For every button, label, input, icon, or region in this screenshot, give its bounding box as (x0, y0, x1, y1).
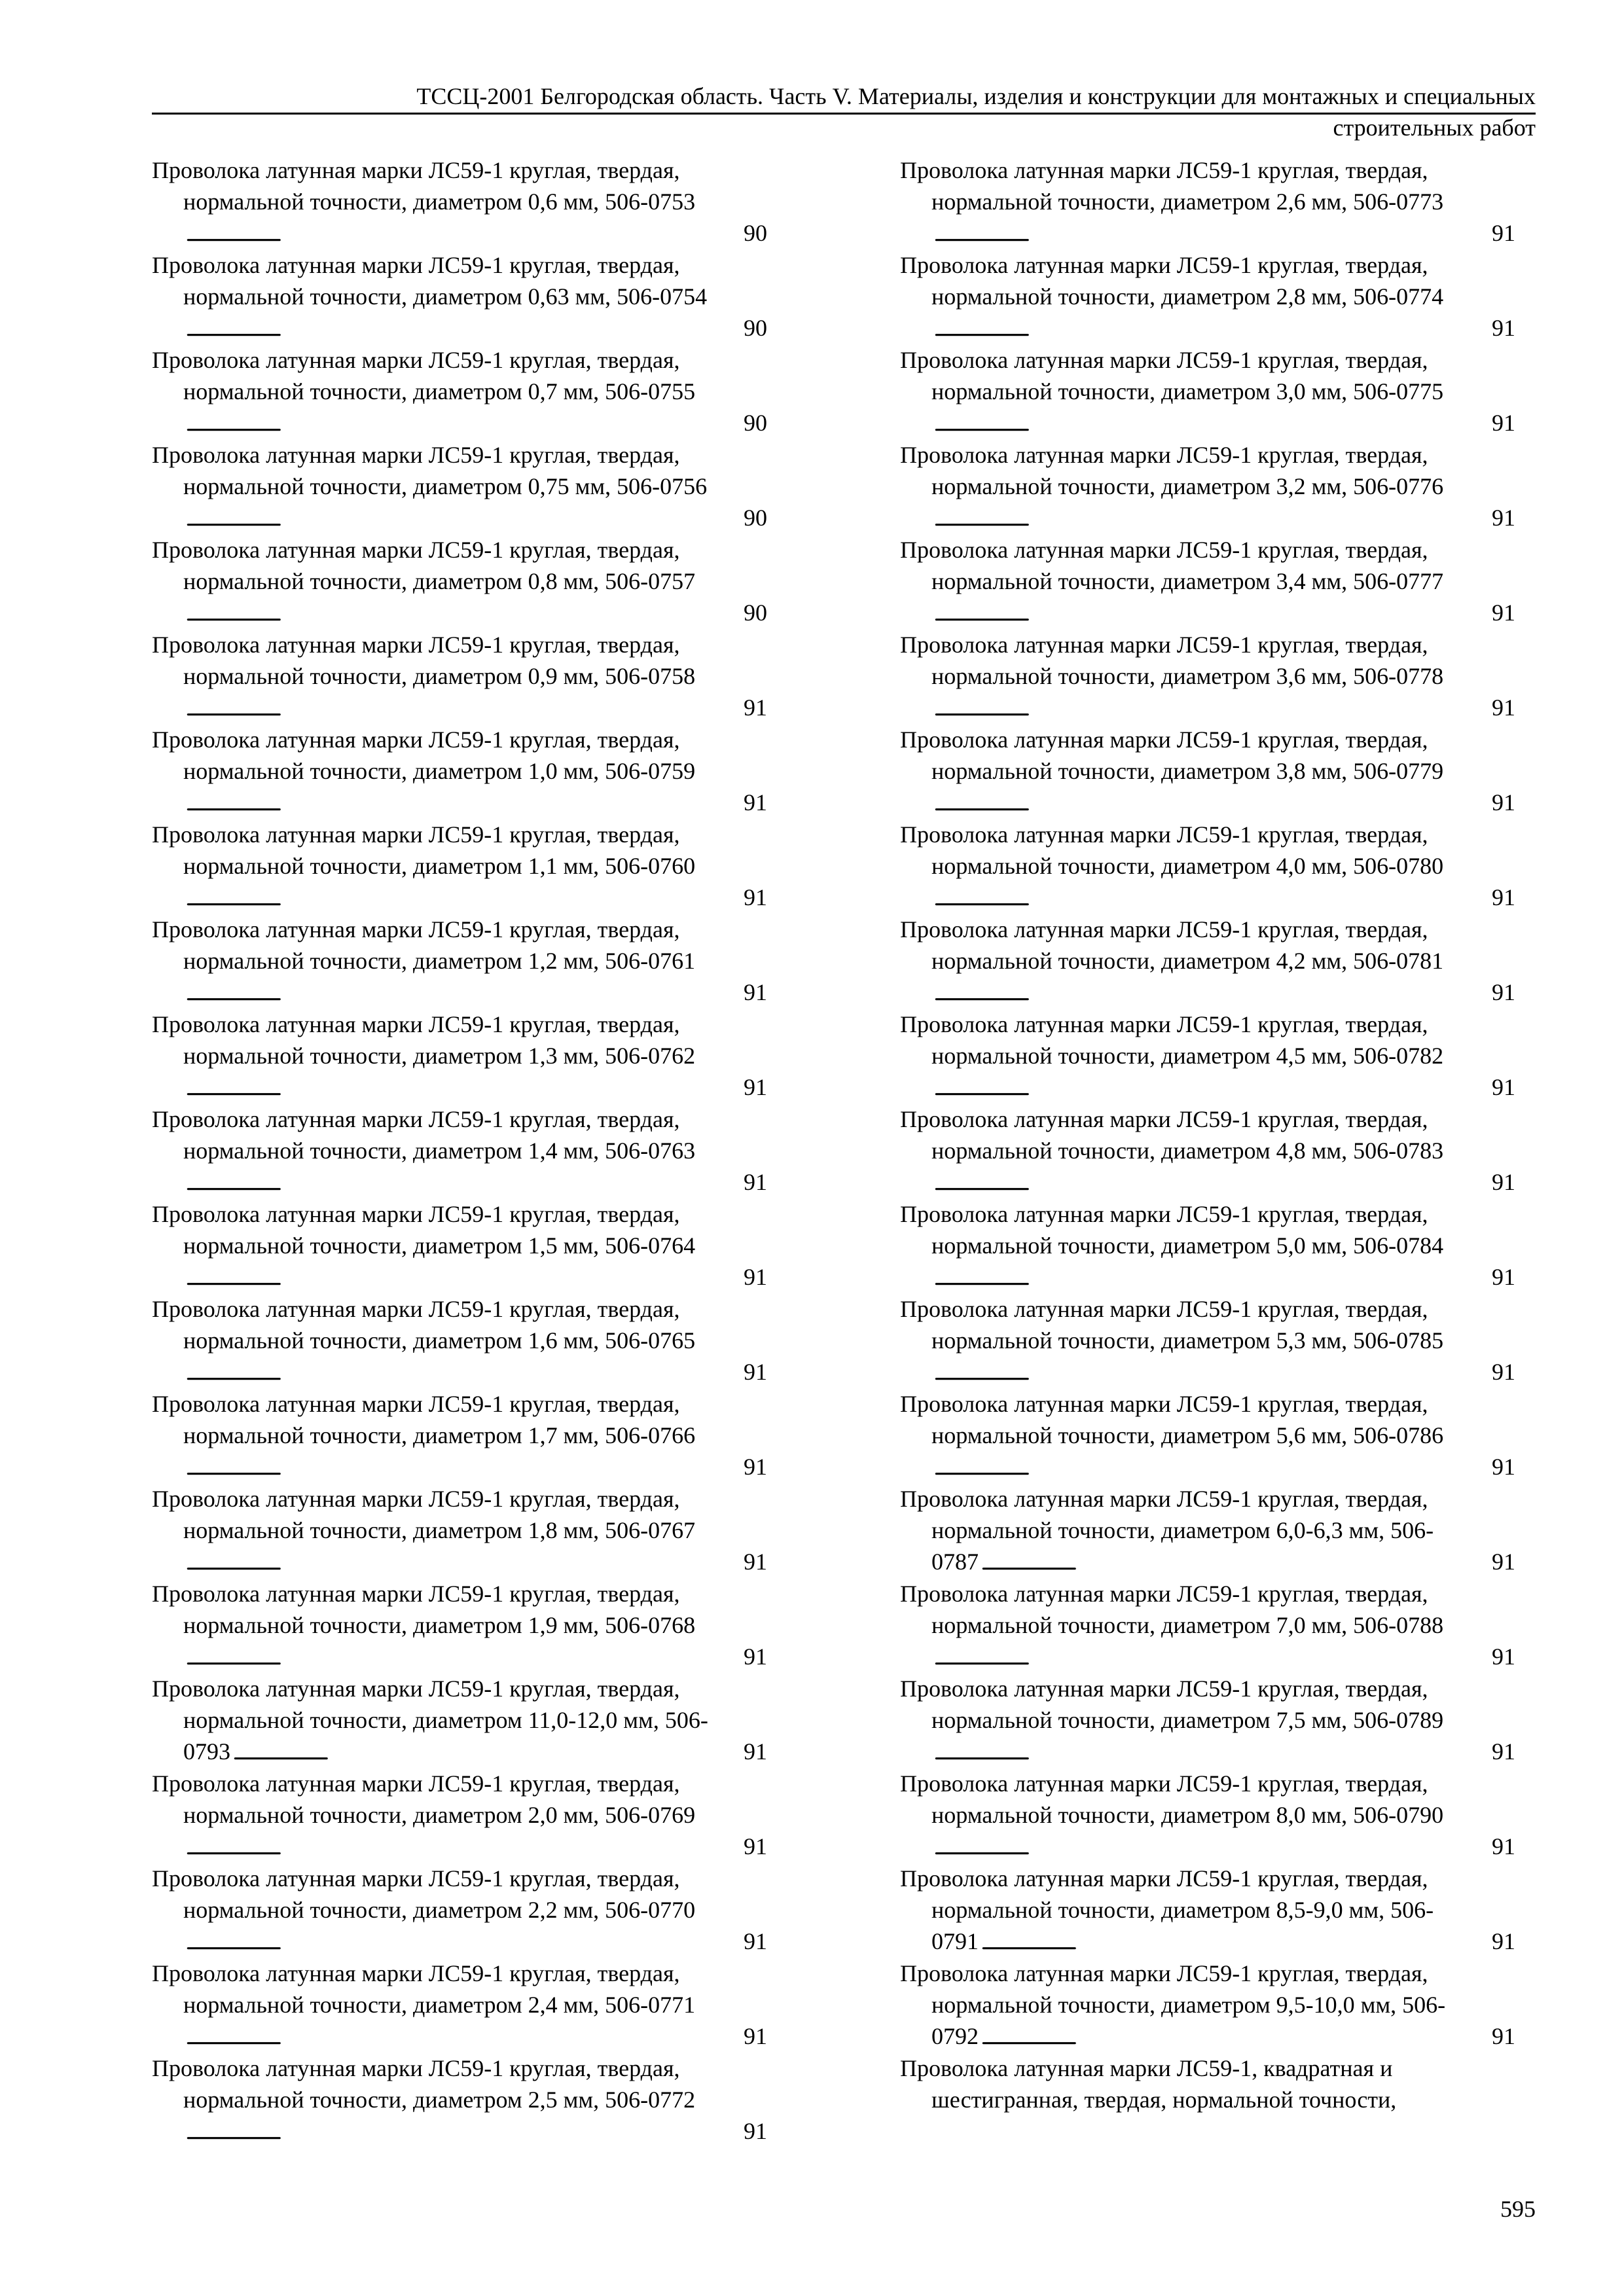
entry-leader-line (152, 312, 767, 346)
page-number: 595 (1500, 2196, 1536, 2222)
entry-detail-line: нормальной точности, диаметром 2,5 мм, 506-0772 (183, 2087, 696, 2113)
entry-page-ref: 90 (744, 220, 767, 246)
index-entry (900, 1958, 1515, 2053)
dot-leader (934, 502, 1489, 536)
entry-detail-line: нормальной точности, диаметром 4,0 мм, 506-0780 (931, 853, 1444, 879)
entry-title-line: Проволока латунная марки ЛС59-1 круглая, твердая, (152, 347, 680, 373)
entry-title-line: Проволока латунная марки ЛС59-1 круглая, твердая, (152, 1960, 680, 1986)
dot-leader (934, 312, 1489, 346)
entry-leader-line (152, 1451, 767, 1485)
entry-detail-line: нормальной точности, диаметром 0,75 мм, 506-0756 (183, 473, 708, 499)
entry-detail-line: нормальной точности, диаметром 4,8 мм, 506-0783 (931, 1138, 1444, 1164)
entry-title-line: Проволока латунная марки ЛС59-1 круглая, твердая, (900, 157, 1428, 183)
entry-page-ref: 91 (744, 1738, 767, 1765)
entry-leader-line (900, 1736, 1515, 1770)
entry-title-line: Проволока латунная марки ЛС59-1 круглая, твердая, (900, 1011, 1428, 1037)
dot-leader (934, 787, 1489, 821)
index-entry (152, 1198, 767, 1293)
entry-page-ref: 91 (1492, 1359, 1515, 1385)
entry-leader-line (900, 1451, 1515, 1485)
dot-leader (186, 882, 741, 916)
entry-leader-line (900, 1641, 1515, 1675)
dot-leader (934, 1641, 1489, 1675)
entry-detail-line: нормальной точности, диаметром 1,7 мм, 506-0766 (183, 1422, 696, 1448)
running-header (152, 82, 1536, 115)
dot-leader (186, 597, 741, 631)
entry-code-continuation: 0787 (931, 1549, 979, 1575)
entry-leader-line (152, 502, 767, 536)
entry-page-ref: 91 (744, 2023, 767, 2049)
dot-leader (233, 1736, 741, 1770)
entry-title-line: Проволока латунная марки ЛС59-1 круглая, твердая, (900, 252, 1428, 278)
entry-title-line: Проволока латунная марки ЛС59-1 круглая, твердая, (900, 347, 1428, 373)
index-entry (900, 534, 1515, 629)
entry-title-line: Проволока латунная марки ЛС59-1 круглая, твердая, (152, 1581, 680, 1607)
entry-leader-line (152, 1166, 767, 1200)
entry-title-line: Проволока латунная марки ЛС59-1 круглая, твердая, (152, 821, 680, 848)
index-entry (900, 914, 1515, 1009)
entry-leader-line (900, 312, 1515, 346)
entry-title-line: Проволока латунная марки ЛС59-1 круглая, твердая, (900, 1581, 1428, 1607)
entry-page-ref: 91 (1492, 1928, 1515, 1954)
entry-page-ref: 90 (744, 410, 767, 436)
index-entry (152, 1483, 767, 1578)
entry-detail-line: нормальной точности, диаметром 2,0 мм, 506-0769 (183, 1802, 696, 1828)
entry-leader-line (152, 1736, 767, 1770)
dot-leader (186, 2020, 741, 2054)
entry-leader-line (900, 217, 1515, 251)
entry-page-ref: 91 (744, 1833, 767, 1859)
dot-leader (934, 1261, 1489, 1295)
dot-leader (934, 1356, 1489, 1390)
entry-page-ref: 91 (1492, 1264, 1515, 1290)
entry-detail-line: нормальной точности, диаметром 0,6 мм, 506-0753 (183, 188, 696, 215)
entry-detail-line: нормальной точности, диаметром 3,0 мм, 506-0775 (931, 378, 1444, 404)
entry-detail-line: нормальной точности, диаметром 7,5 мм, 506-0789 (931, 1707, 1444, 1733)
entry-page-ref: 91 (1492, 694, 1515, 721)
dot-leader (186, 1261, 741, 1295)
entry-page-ref: 91 (744, 1169, 767, 1195)
index-entry (152, 2053, 767, 2147)
index-entry (900, 1578, 1515, 1673)
entry-page-ref: 91 (744, 884, 767, 910)
dot-leader (934, 692, 1489, 726)
entry-detail-line: нормальной точности, диаметром 5,0 мм, 506-0784 (931, 1232, 1444, 1259)
entry-title-line: Проволока латунная марки ЛС59-1 круглая, твердая, (152, 632, 680, 658)
dot-leader (934, 217, 1489, 251)
entry-page-ref: 91 (744, 1264, 767, 1290)
entry-leader-line (152, 1356, 767, 1390)
entry-leader-line (152, 1071, 767, 1105)
entry-code-continuation: 0791 (931, 1928, 979, 1954)
entry-page-ref: 91 (1492, 315, 1515, 341)
entry-detail-line: нормальной точности, диаметром 4,5 мм, 506-0782 (931, 1043, 1444, 1069)
index-entry-continued (900, 2053, 1515, 2147)
entry-title-line: Проволока латунная марки ЛС59-1 круглая, твердая, (152, 252, 680, 278)
entry-title-line: Проволока латунная марки ЛС59-1 круглая, твердая, (152, 157, 680, 183)
index-entry (152, 629, 767, 724)
entry-leader-line (152, 1926, 767, 1960)
index-entry (900, 1863, 1515, 1958)
entry-page-ref: 91 (744, 1359, 767, 1385)
dot-leader (186, 692, 741, 726)
entry-page-ref: 90 (744, 600, 767, 626)
index-entry (152, 1103, 767, 1198)
dot-leader (934, 407, 1489, 441)
index-entry (152, 1388, 767, 1483)
dot-leader (186, 1831, 741, 1865)
dot-leader (186, 407, 741, 441)
entry-title-line: Проволока латунная марки ЛС59-1 круглая, твердая, (900, 1201, 1428, 1227)
dot-leader (934, 1831, 1489, 1865)
entry-title-line: Проволока латунная марки ЛС59-1 круглая, твердая, (152, 2055, 680, 2081)
entry-title-line: Проволока латунная марки ЛС59-1 круглая, твердая, (152, 1865, 680, 1892)
entry-leader-line (900, 882, 1515, 916)
index-entry (152, 439, 767, 534)
entry-title-line: Проволока латунная марки ЛС59-1 круглая, твердая, (152, 916, 680, 942)
entry-detail-line: нормальной точности, диаметром 9,5-10,0 мм, 506- (931, 1992, 1446, 2018)
index-entry (900, 1293, 1515, 1388)
entry-leader-line (900, 1166, 1515, 1200)
entry-title-line: Проволока латунная марки ЛС59-1 круглая, твердая, (152, 726, 680, 753)
entry-leader-line (152, 1546, 767, 1580)
entry-leader-line (900, 1831, 1515, 1865)
entry-leader-line (152, 977, 767, 1011)
entry-page-ref: 91 (744, 789, 767, 816)
entry-detail-line: нормальной точности, диаметром 1,3 мм, 506-0762 (183, 1043, 696, 1069)
index-entry (900, 629, 1515, 724)
entry-title-line: Проволока латунная марки ЛС59-1 круглая, твердая, (152, 1011, 680, 1037)
entry-detail-line: шестигранная, твердая, нормальной точности, (931, 2087, 1397, 2113)
index-entry (900, 1009, 1515, 1103)
dot-leader (186, 1641, 741, 1675)
entry-page-ref: 91 (744, 694, 767, 721)
entry-title-line: Проволока латунная марки ЛС59-1 круглая, твердая, (900, 1486, 1428, 1512)
index-entry (152, 534, 767, 629)
dot-leader (981, 1546, 1489, 1580)
entry-detail-line: нормальной точности, диаметром 8,0 мм, 506-0790 (931, 1802, 1444, 1828)
index-entry (152, 154, 767, 249)
index-entry (900, 1388, 1515, 1483)
dot-leader (934, 597, 1489, 631)
entry-leader-line (900, 1071, 1515, 1105)
dot-leader (186, 1071, 741, 1105)
entry-leader-line (152, 787, 767, 821)
entry-leader-line (900, 502, 1515, 536)
entry-detail-line: нормальной точности, диаметром 1,9 мм, 506-0768 (183, 1612, 696, 1638)
entry-title-line: Проволока латунная марки ЛС59-1 круглая, твердая, (900, 1391, 1428, 1417)
index-entry (152, 724, 767, 819)
index-entry (152, 344, 767, 439)
entry-leader-line (152, 1831, 767, 1865)
dot-leader (186, 1546, 741, 1580)
entry-page-ref: 91 (1492, 1833, 1515, 1859)
entry-detail-line: нормальной точности, диаметром 3,2 мм, 506-0776 (931, 473, 1444, 499)
entry-detail-line: нормальной точности, диаметром 1,6 мм, 506-0765 (183, 1327, 696, 1354)
entry-title-line: Проволока латунная марки ЛС59-1 круглая, твердая, (152, 1201, 680, 1227)
entry-leader-line (152, 2020, 767, 2054)
entry-page-ref: 90 (744, 315, 767, 341)
entry-detail-line: нормальной точности, диаметром 5,3 мм, 506-0785 (931, 1327, 1444, 1354)
dot-leader (186, 1451, 741, 1485)
entry-title-line: Проволока латунная марки ЛС59-1 круглая, твердая, (900, 1296, 1428, 1322)
dot-leader (981, 1926, 1489, 1960)
index-entry (152, 819, 767, 914)
entry-title-line: Проволока латунная марки ЛС59-1 круглая, твердая, (152, 537, 680, 563)
entry-code-continuation: 0792 (931, 2023, 979, 2049)
entry-detail-line: нормальной точности, диаметром 1,4 мм, 506-0763 (183, 1138, 696, 1164)
entry-title-line: Проволока латунная марки ЛС59-1 круглая, твердая, (900, 821, 1428, 848)
entry-title-line: Проволока латунная марки ЛС59-1 круглая, твердая, (900, 1770, 1428, 1797)
entry-detail-line: нормальной точности, диаметром 1,0 мм, 506-0759 (183, 758, 696, 784)
index-entry (152, 249, 767, 344)
index-entry (900, 1483, 1515, 1578)
entry-detail-line: нормальной точности, диаметром 0,8 мм, 506-0757 (183, 568, 696, 594)
entry-leader-line (900, 1261, 1515, 1295)
entry-page-ref: 91 (1492, 979, 1515, 1005)
entry-leader-line (152, 407, 767, 441)
entry-page-ref: 91 (1492, 789, 1515, 816)
dot-leader (981, 2020, 1489, 2054)
entry-detail-line: нормальной точности, диаметром 1,1 мм, 506-0760 (183, 853, 696, 879)
header-subtitle: строительных работ (1333, 115, 1536, 141)
entry-page-ref: 91 (744, 1643, 767, 1670)
entry-title-line: Проволока латунная марки ЛС59-1 круглая, твердая, (900, 442, 1428, 468)
index-column-right (900, 154, 1515, 2147)
entry-leader-line (900, 977, 1515, 1011)
entry-detail-line: нормальной точности, диаметром 2,6 мм, 506-0773 (931, 188, 1444, 215)
index-entry (152, 914, 767, 1009)
entry-detail-line: нормальной точности, диаметром 3,6 мм, 506-0778 (931, 663, 1444, 689)
entry-code-continuation: 0793 (183, 1738, 230, 1765)
entry-page-ref: 91 (744, 1074, 767, 1100)
entry-detail-line: нормальной точности, диаметром 2,2 мм, 506-0770 (183, 1897, 696, 1923)
dot-leader (934, 1451, 1489, 1485)
dot-leader (186, 1926, 741, 1960)
entry-page-ref: 91 (744, 1549, 767, 1575)
entry-leader-line (152, 882, 767, 916)
entry-detail-line: нормальной точности, диаметром 3,8 мм, 506-0779 (931, 758, 1444, 784)
entry-detail-line: нормальной точности, диаметром 1,8 мм, 506-0767 (183, 1517, 696, 1543)
entry-title-line: Проволока латунная марки ЛС59-1, квадратная и (900, 2055, 1393, 2081)
entry-page-ref: 91 (1492, 220, 1515, 246)
index-entry (900, 1768, 1515, 1863)
entry-detail-line: нормальной точности, диаметром 1,5 мм, 506-0764 (183, 1232, 696, 1259)
dot-leader (186, 1166, 741, 1200)
index-entry (152, 1768, 767, 1863)
entry-title-line: Проволока латунная марки ЛС59-1 круглая, твердая, (152, 1676, 680, 1702)
entry-leader-line (152, 597, 767, 631)
index-entry (900, 819, 1515, 914)
entry-title-line: Проволока латунная марки ЛС59-1 круглая, твердая, (900, 1676, 1428, 1702)
entry-page-ref: 91 (1492, 1454, 1515, 1480)
entry-page-ref: 91 (1492, 1074, 1515, 1100)
entry-title-line: Проволока латунная марки ЛС59-1 круглая, твердая, (152, 1486, 680, 1512)
entry-detail-line: нормальной точности, диаметром 2,8 мм, 506-0774 (931, 283, 1444, 310)
entry-leader-line (900, 1546, 1515, 1580)
entry-title-line: Проволока латунная марки ЛС59-1 круглая, твердая, (900, 537, 1428, 563)
entry-page-ref: 91 (744, 2118, 767, 2144)
entry-page-ref: 91 (744, 1454, 767, 1480)
dot-leader (186, 787, 741, 821)
entry-leader-line (900, 692, 1515, 726)
index-entry (152, 1863, 767, 1958)
dot-leader (934, 1071, 1489, 1105)
entry-leader-line (152, 2115, 767, 2149)
entry-leader-line (900, 597, 1515, 631)
entry-page-ref: 90 (744, 505, 767, 531)
index-column-left (152, 154, 767, 2147)
entry-title-line: Проволока латунная марки ЛС59-1 круглая, твердая, (900, 916, 1428, 942)
entry-leader-line (152, 1261, 767, 1295)
entry-page-ref: 91 (1492, 1549, 1515, 1575)
dot-leader (934, 1166, 1489, 1200)
entry-detail-line: нормальной точности, диаметром 8,5-9,0 мм, 506- (931, 1897, 1434, 1923)
entry-page-ref: 91 (1492, 2023, 1515, 2049)
entry-leader-line (152, 217, 767, 251)
dot-leader (186, 312, 741, 346)
entry-title-line: Проволока латунная марки ЛС59-1 круглая, твердая, (900, 726, 1428, 753)
index-entry (152, 1578, 767, 1673)
dot-leader (934, 977, 1489, 1011)
index-entry (152, 1673, 767, 1768)
entry-page-ref: 91 (1492, 1738, 1515, 1765)
dot-leader (934, 1736, 1489, 1770)
entry-title-line: Проволока латунная марки ЛС59-1 круглая, твердая, (152, 1106, 680, 1132)
entry-detail-line: нормальной точности, диаметром 0,9 мм, 506-0758 (183, 663, 696, 689)
entry-title-line: Проволока латунная марки ЛС59-1 круглая, твердая, (900, 1960, 1428, 1986)
entry-leader-line (900, 1356, 1515, 1390)
entry-leader-line (900, 2020, 1515, 2054)
entry-title-line: Проволока латунная марки ЛС59-1 круглая, твердая, (152, 1770, 680, 1797)
entry-detail-line: нормальной точности, диаметром 7,0 мм, 506-0788 (931, 1612, 1444, 1638)
entry-leader-line (152, 1641, 767, 1675)
entry-detail-line: нормальной точности, диаметром 4,2 мм, 506-0781 (931, 948, 1444, 974)
index-entry (900, 724, 1515, 819)
entry-title-line: Проволока латунная марки ЛС59-1 круглая, твердая, (900, 1865, 1428, 1892)
entry-leader-line (152, 692, 767, 726)
entry-detail-line: нормальной точности, диаметром 6,0-6,3 мм, 506- (931, 1517, 1434, 1543)
header-title: ТССЦ-2001 Белгородская область. Часть V. Материалы, изделия и конструкции для монтажных и специальных (416, 83, 1536, 109)
entry-page-ref: 91 (1492, 884, 1515, 910)
dot-leader (186, 2115, 741, 2149)
entry-detail-line: нормальной точности, диаметром 2,4 мм, 506-0771 (183, 1992, 696, 2018)
entry-title-line: Проволока латунная марки ЛС59-1 круглая, твердая, (900, 632, 1428, 658)
entry-page-ref: 91 (1492, 1643, 1515, 1670)
entry-detail-line: нормальной точности, диаметром 0,63 мм, 506-0754 (183, 283, 708, 310)
entry-page-ref: 91 (1492, 505, 1515, 531)
index-entry (152, 1293, 767, 1388)
index-entry (900, 344, 1515, 439)
index-entry (900, 1103, 1515, 1198)
entry-page-ref: 91 (1492, 1169, 1515, 1195)
dot-leader (186, 1356, 741, 1390)
entry-page-ref: 91 (744, 1928, 767, 1954)
entry-detail-line: нормальной точности, диаметром 5,6 мм, 506-0786 (931, 1422, 1444, 1448)
index-entry (900, 1673, 1515, 1768)
dot-leader (186, 502, 741, 536)
entry-title-line: Проволока латунная марки ЛС59-1 круглая, твердая, (152, 1296, 680, 1322)
entry-leader-line (900, 1926, 1515, 1960)
index-entry (900, 154, 1515, 249)
entry-detail-line: нормальной точности, диаметром 3,4 мм, 506-0777 (931, 568, 1444, 594)
dot-leader (186, 977, 741, 1011)
entry-detail-line: нормальной точности, диаметром 1,2 мм, 506-0761 (183, 948, 696, 974)
index-entry (152, 1009, 767, 1103)
index-entry (900, 439, 1515, 534)
entry-page-ref: 91 (1492, 600, 1515, 626)
entry-leader-line (900, 407, 1515, 441)
dot-leader (934, 882, 1489, 916)
entry-page-ref: 91 (1492, 410, 1515, 436)
index-entry (900, 249, 1515, 344)
index-entry (152, 1958, 767, 2053)
dot-leader (186, 217, 741, 251)
entry-detail-line: нормальной точности, диаметром 11,0-12,0 мм, 506- (183, 1707, 708, 1733)
entry-title-line: Проволока латунная марки ЛС59-1 круглая, твердая, (900, 1106, 1428, 1132)
entry-title-line: Проволока латунная марки ЛС59-1 круглая, твердая, (152, 442, 680, 468)
entry-detail-line: нормальной точности, диаметром 0,7 мм, 506-0755 (183, 378, 696, 404)
entry-leader-line (900, 787, 1515, 821)
entry-title-line: Проволока латунная марки ЛС59-1 круглая, твердая, (152, 1391, 680, 1417)
entry-page-ref: 91 (744, 979, 767, 1005)
index-entry (900, 1198, 1515, 1293)
